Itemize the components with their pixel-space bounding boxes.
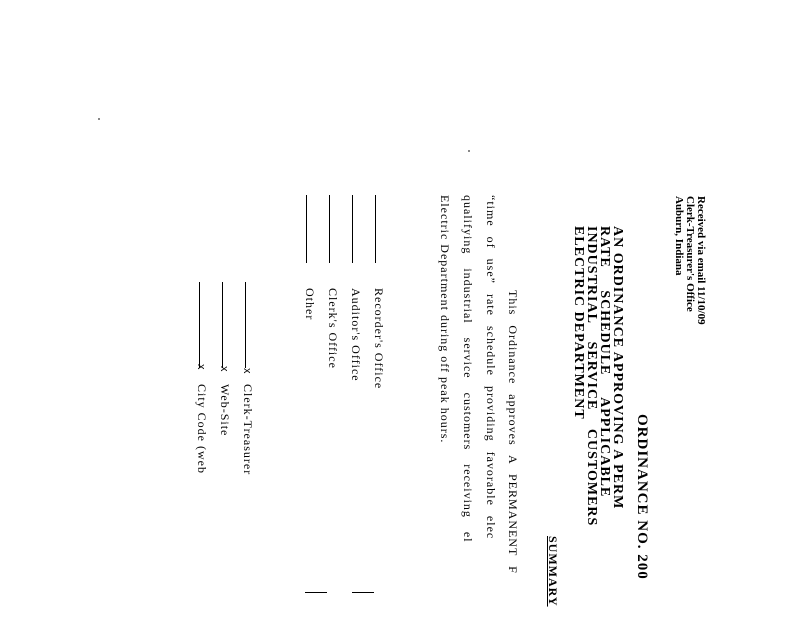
publication-label: City Code (web [195,384,209,474]
summary-line: Electric Department during off peak hours. [438,195,452,444]
title-line: ELECTRIC DEPARTMENT [571,226,586,420]
publication-label: Clerk-Treasurer [241,384,255,476]
publication-label: Web-Site [218,384,232,437]
scan-speck [468,150,470,152]
summary-line: qualifying industrial service customers receiving el [461,195,475,543]
distribution-label: Recorder's Office [372,288,386,390]
scan-speck [98,118,100,120]
distribution-label: Auditor's Office [349,288,363,382]
publication-mark: x [218,366,230,372]
summary-heading: SUMMARY [546,536,560,607]
received-line: Received via email 11/10/09 [695,196,707,325]
received-line: Auburn, Indiana [673,196,685,276]
distribution-label: Clerk's Office [326,288,340,369]
publication-mark: x [195,364,207,370]
received-stamp [673,196,706,325]
publication-blank-line [245,282,246,368]
distribution-check-line [305,592,327,593]
title-line: RATE SCHEDULE APPLICABLE [597,226,612,498]
publication-blank-line [222,282,223,368]
publication-mark: x [241,368,253,374]
title-line: AN ORDINANCE APPROVING A PERM [610,226,625,510]
summary-line: This Ordinance approves A PERMANENT F [506,290,520,574]
received-line: Clerk-Treasurer's Office [684,196,696,312]
distribution-blank-line [306,195,307,263]
summary-line: “time of use” rate schedule providing favorable elec [484,195,498,540]
ordinance-number: ORDINANCE NO. 200 [634,414,650,580]
distribution-blank-line [352,195,353,263]
title-line: INDUSTRIAL SERVICE CUSTOMERS [584,226,599,527]
publication-blank-line [199,282,200,368]
distribution-blank-line [375,195,376,263]
distribution-label: Other [303,288,317,321]
distribution-blank-line [329,195,330,263]
ordinance-title [572,226,624,526]
distribution-check-line [352,592,374,593]
